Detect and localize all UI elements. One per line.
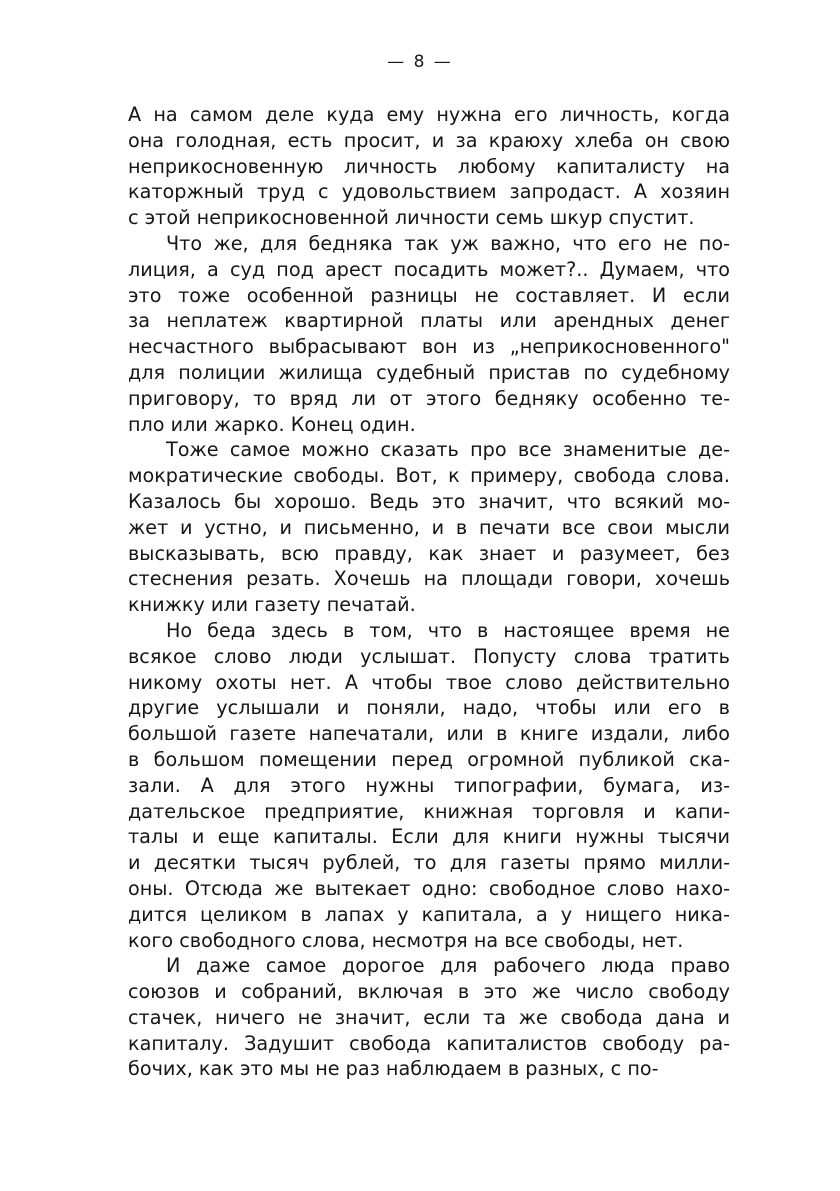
- paragraph: [128, 618, 730, 953]
- paragraph: [128, 231, 730, 437]
- text-line: Тоже самое можно сказать про все знаменитые де-: [166, 438, 730, 462]
- text-line: оны. Отсюда же вытекает одно: свободное слово нахо-: [128, 876, 730, 900]
- text-line: в большом помещении перед огромной публикой ска-: [128, 747, 730, 771]
- text-line: пло или жарко. Конец один.: [128, 412, 416, 436]
- text-line: никому охоты нет. А чтобы твое слово действительно: [128, 670, 730, 694]
- text-line: мократические свободы. Вот, к примеру, свобода слова.: [128, 464, 730, 488]
- text-line: бочих, как это мы не раз наблюдаем в разных, с по-: [128, 1057, 659, 1081]
- text-line: это тоже особенной разницы не составляет. И если: [128, 283, 730, 307]
- text-line: приговору, то вряд ли от этого бедняку особенно те-: [128, 386, 730, 410]
- text-line: большой газете напечатали, или в книге издали, либо: [128, 722, 730, 746]
- text-line: Что же, для бедняка так уж важно, что его не по-: [166, 231, 730, 255]
- text-line: жет и устно, и письменно, и в печати все свои мысли: [128, 515, 730, 539]
- text-line: кого свободного слова, несмотря на все свободы, нет.: [128, 928, 684, 952]
- text-line: Казалось бы хорошо. Ведь это значит, что всякий мо-: [128, 489, 730, 513]
- text-line: дится целиком в лапах у капитала, а у нищего ника-: [128, 902, 730, 926]
- paragraph: [128, 953, 730, 1082]
- text-line: книжку или газету печатай.: [128, 593, 416, 617]
- text-line: дательское предприятие, книжная торговля и капи-: [128, 799, 730, 823]
- text-line: зали. А для этого нужны типографии, бумага, из-: [128, 773, 730, 797]
- text-line: капиталу. Задушит свобода капиталистов свободу ра-: [128, 1031, 730, 1055]
- text-line: Но беда здесь в том, что в настоящее время не: [166, 618, 730, 642]
- text-line: за неплатеж квартирной платы или арендных денег: [128, 309, 730, 333]
- text-line: стеснения резать. Хочешь на площади говори, хочешь: [128, 567, 730, 591]
- text-line: А на самом деле куда ему нужна его личность, когда: [128, 103, 730, 126]
- text-line: и десятки тысяч рублей, то для газеты прямо милли-: [128, 851, 730, 875]
- text-line: всякое слово люди услышат. Попусту слова тратить: [128, 644, 730, 668]
- text-line: она голодная, есть просит, и за краюху хлеба он свою: [128, 128, 730, 152]
- text-line: неприкосновенную личность любому капиталисту на: [128, 154, 730, 178]
- text-line: талы и еще капиталы. Если для книги нужны тысячи: [128, 825, 730, 849]
- text-line: с этой неприкосновенной личности семь шкур спустит.: [128, 206, 695, 230]
- text-line: союзов и собраний, включая в это же число свободу: [128, 980, 730, 1004]
- text-line: несчастного выбрасывают вон из „неприкосновенного": [128, 335, 730, 359]
- text-line: лиция, а суд под арест посадить может?.. Думаем, что: [128, 257, 730, 281]
- text-line: стачек, ничего не значит, если та же свобода дана и: [128, 1005, 730, 1029]
- text-line: высказывать, всю правду, как знает и разумеет, без: [128, 541, 730, 565]
- paragraph: [128, 102, 730, 231]
- page-number: — 8 —: [387, 52, 453, 72]
- body-text: [128, 102, 730, 1082]
- text-line: другие услышали и поняли, надо, чтобы или его в: [128, 696, 730, 720]
- text-line: каторжный труд с удовольствием запродаст. А хозяин: [128, 180, 730, 204]
- text-line: для полиции жилища судебный пристав по судебному: [128, 360, 730, 384]
- text-line: И даже самое дорогое для рабочего люда право: [166, 954, 730, 978]
- paragraph: [128, 437, 730, 618]
